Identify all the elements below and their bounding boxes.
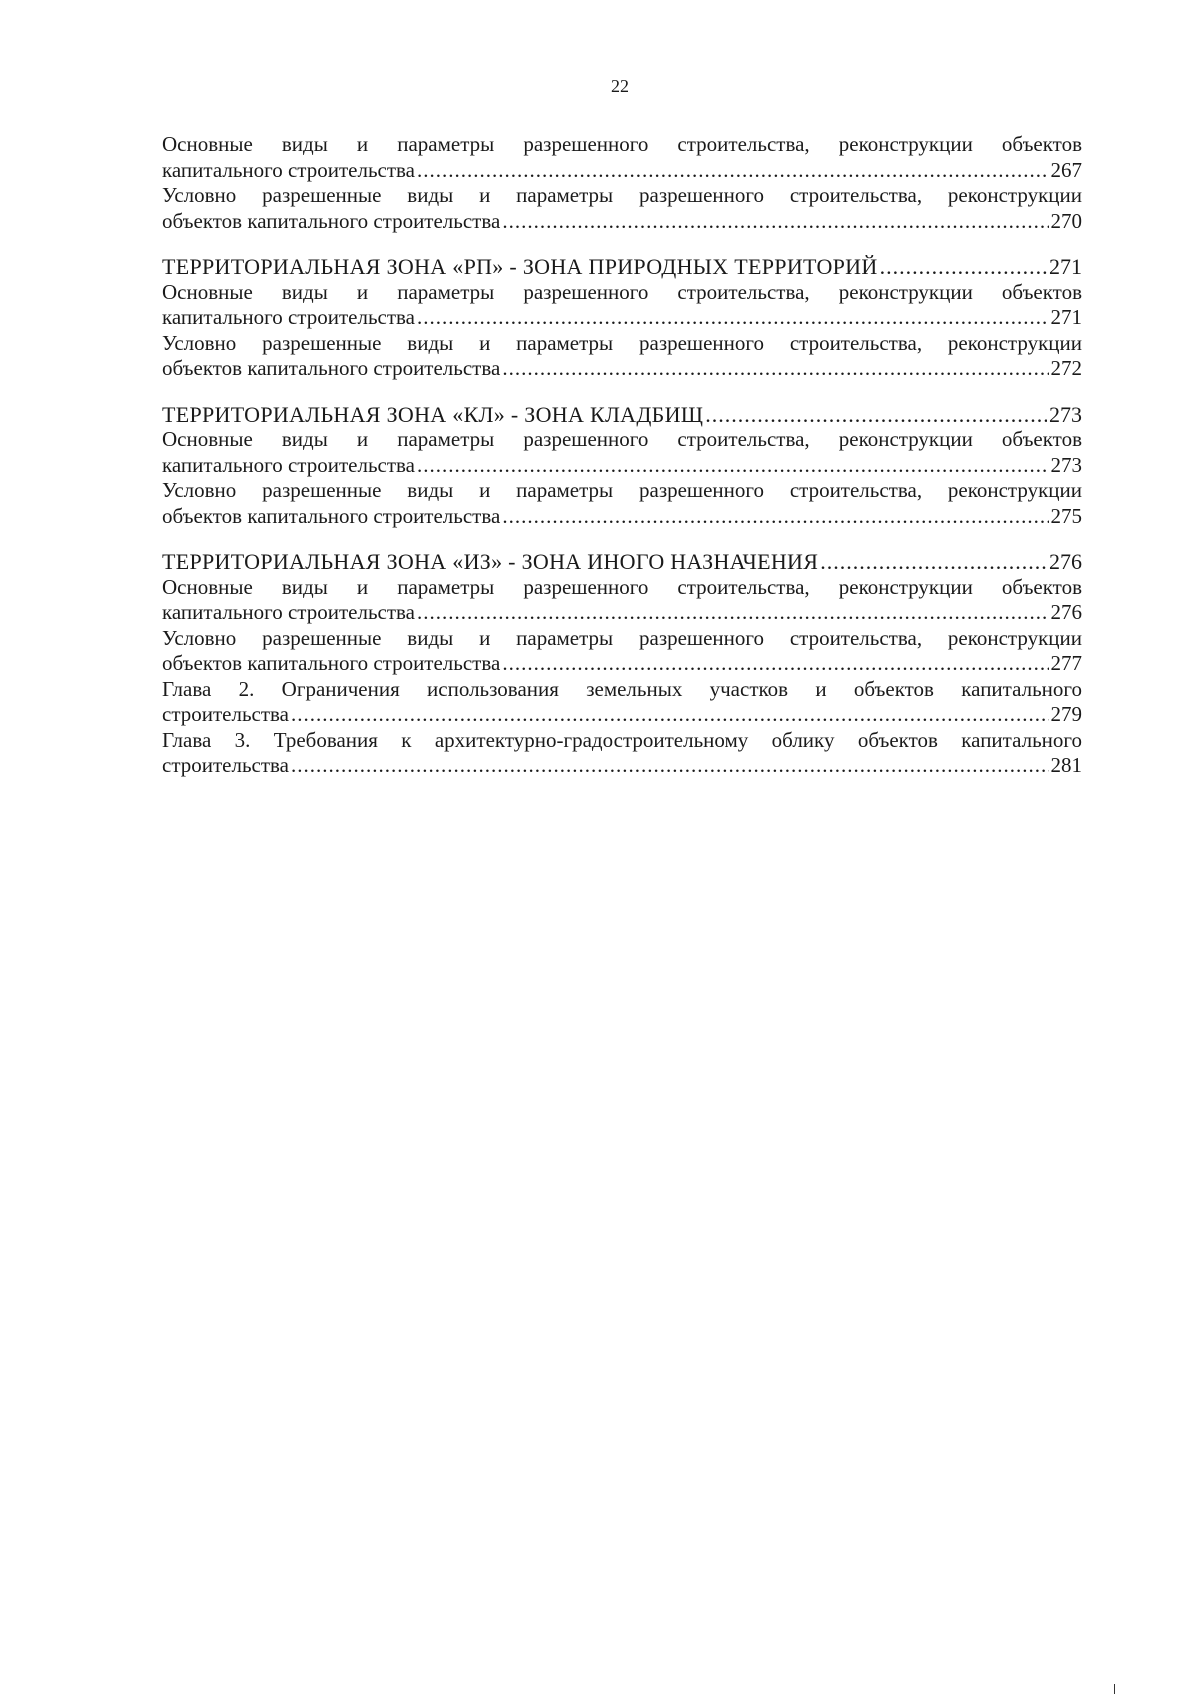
toc-leader-dots [502, 504, 1048, 530]
toc-leader-dots [417, 600, 1049, 626]
toc-zone-title: ТЕРРИТОРИАЛЬНАЯ ЗОНА «ИЗ» - ЗОНА ИНОГО НАЗНАЧЕНИЯ [162, 549, 819, 574]
toc-entry[interactable] [162, 575, 1082, 626]
toc-entry-lead-line [162, 402, 1082, 428]
toc-entry-last-text: капитального строительства [162, 452, 415, 477]
toc-entry-text: Условно разрешенные виды и параметры разрешенного строительства, реконструкции [162, 330, 1082, 355]
toc-leader-dots [291, 753, 1048, 779]
toc-page-ref: 273 [1049, 401, 1082, 427]
toc-entry-lead-line [162, 158, 1082, 184]
toc-leader-dots [417, 158, 1049, 184]
toc-entry-lead-line [162, 356, 1082, 382]
table-of-contents [162, 132, 1082, 779]
toc-entry-last-text: капитального строительства [162, 157, 415, 182]
toc-entry-lead-line [162, 453, 1082, 479]
toc-entry-lead-line [162, 702, 1082, 728]
toc-page-ref: 273 [1050, 452, 1082, 477]
toc-entry[interactable] [162, 183, 1082, 234]
toc-leader-dots [417, 453, 1049, 479]
toc-entry-lead-line [162, 600, 1082, 626]
toc-page-ref: 279 [1050, 702, 1082, 726]
toc-entry-last-text: строительства [162, 753, 290, 777]
toc-leader-dots [502, 209, 1048, 235]
toc-entry-lead-line [162, 753, 1082, 779]
toc-entry-text: Основные виды и параметры разрешенного строительства, реконструкции объектов [162, 427, 1082, 451]
toc-page-ref: 277 [1050, 651, 1082, 675]
toc-entry-lead-line [162, 305, 1082, 331]
toc-entry-text: Основные виды и параметры разрешенного строительства, реконструкции объектов [162, 574, 1082, 599]
toc-entry[interactable] [162, 427, 1082, 478]
toc-entry-text: Глава 3. Требования к архитектурно-градостроительному облику объектов капитального [162, 727, 1082, 752]
toc-entry-text: Условно разрешенные виды и параметры разрешенного строительства, реконструкции [162, 183, 1082, 207]
toc-entry-last-text: объектов капитального строительства [162, 651, 501, 675]
toc-page-ref: 275 [1050, 503, 1082, 528]
toc-zone-heading[interactable] [162, 254, 1082, 280]
toc-page-ref: 281 [1050, 753, 1082, 777]
toc-page-ref: 276 [1049, 549, 1082, 574]
toc-zone-title: ТЕРРИТОРИАЛЬНАЯ ЗОНА «КЛ» - ЗОНА КЛАДБИЩ [162, 401, 704, 427]
toc-page-ref: 267 [1050, 157, 1082, 182]
toc-entry-last-text: объектов капитального строительства [162, 503, 501, 528]
toc-entry-lead-line [162, 209, 1082, 235]
toc-leader-dots [705, 402, 1047, 428]
toc-entry-last-text: капитального строительства [162, 305, 415, 329]
toc-entry[interactable] [162, 478, 1082, 529]
toc-leader-dots [880, 254, 1047, 280]
toc-entry-last-text: капитального строительства [162, 600, 415, 624]
toc-entry[interactable] [162, 331, 1082, 382]
page-number: 22 [611, 76, 629, 96]
toc-page-ref: 272 [1050, 356, 1082, 380]
toc-entry[interactable] [162, 626, 1082, 677]
toc-entry-text: Глава 2. Ограничения использования земельных участков и объектов капитального [162, 676, 1082, 701]
toc-page-ref: 270 [1050, 208, 1082, 233]
toc-entry-last-text: объектов капитального строительства [162, 208, 501, 233]
toc-entry-last-text: строительства [162, 702, 290, 726]
toc-entry-text: Условно разрешенные виды и параметры разрешенного строительства, реконструкции [162, 625, 1082, 650]
toc-entry[interactable] [162, 280, 1082, 331]
toc-leader-dots [417, 305, 1049, 331]
toc-chapter-entry[interactable] [162, 728, 1082, 779]
toc-entry-text: Основные виды и параметры разрешенного строительства, реконструкции объектов [162, 279, 1082, 304]
toc-entry-text: Условно разрешенные виды и параметры разрешенного строительства, реконструкции [162, 478, 1082, 502]
toc-entry-lead-line [162, 504, 1082, 530]
toc-entry[interactable] [162, 132, 1082, 183]
toc-entry-lead-line [162, 651, 1082, 677]
toc-page-ref: 271 [1049, 254, 1082, 279]
toc-zone-heading[interactable] [162, 402, 1082, 428]
scan-mark [1114, 1684, 1115, 1694]
toc-leader-dots [291, 702, 1048, 728]
toc-zone-title: ТЕРРИТОРИАЛЬНАЯ ЗОНА «РП» - ЗОНА ПРИРОДНЫХ ТЕРРИТОРИЙ [162, 254, 878, 279]
toc-page-ref: 271 [1050, 305, 1082, 329]
toc-entry-text: Основные виды и параметры разрешенного строительства, реконструкции объектов [162, 132, 1082, 156]
toc-leader-dots [820, 549, 1047, 575]
toc-page-ref: 276 [1050, 600, 1082, 624]
toc-entry-last-text: объектов капитального строительства [162, 356, 501, 380]
toc-zone-heading[interactable] [162, 549, 1082, 575]
toc-leader-dots [502, 356, 1048, 382]
toc-chapter-entry[interactable] [162, 677, 1082, 728]
toc-entry-lead-line [162, 254, 1082, 280]
toc-entry-lead-line [162, 549, 1082, 575]
toc-leader-dots [502, 651, 1048, 677]
